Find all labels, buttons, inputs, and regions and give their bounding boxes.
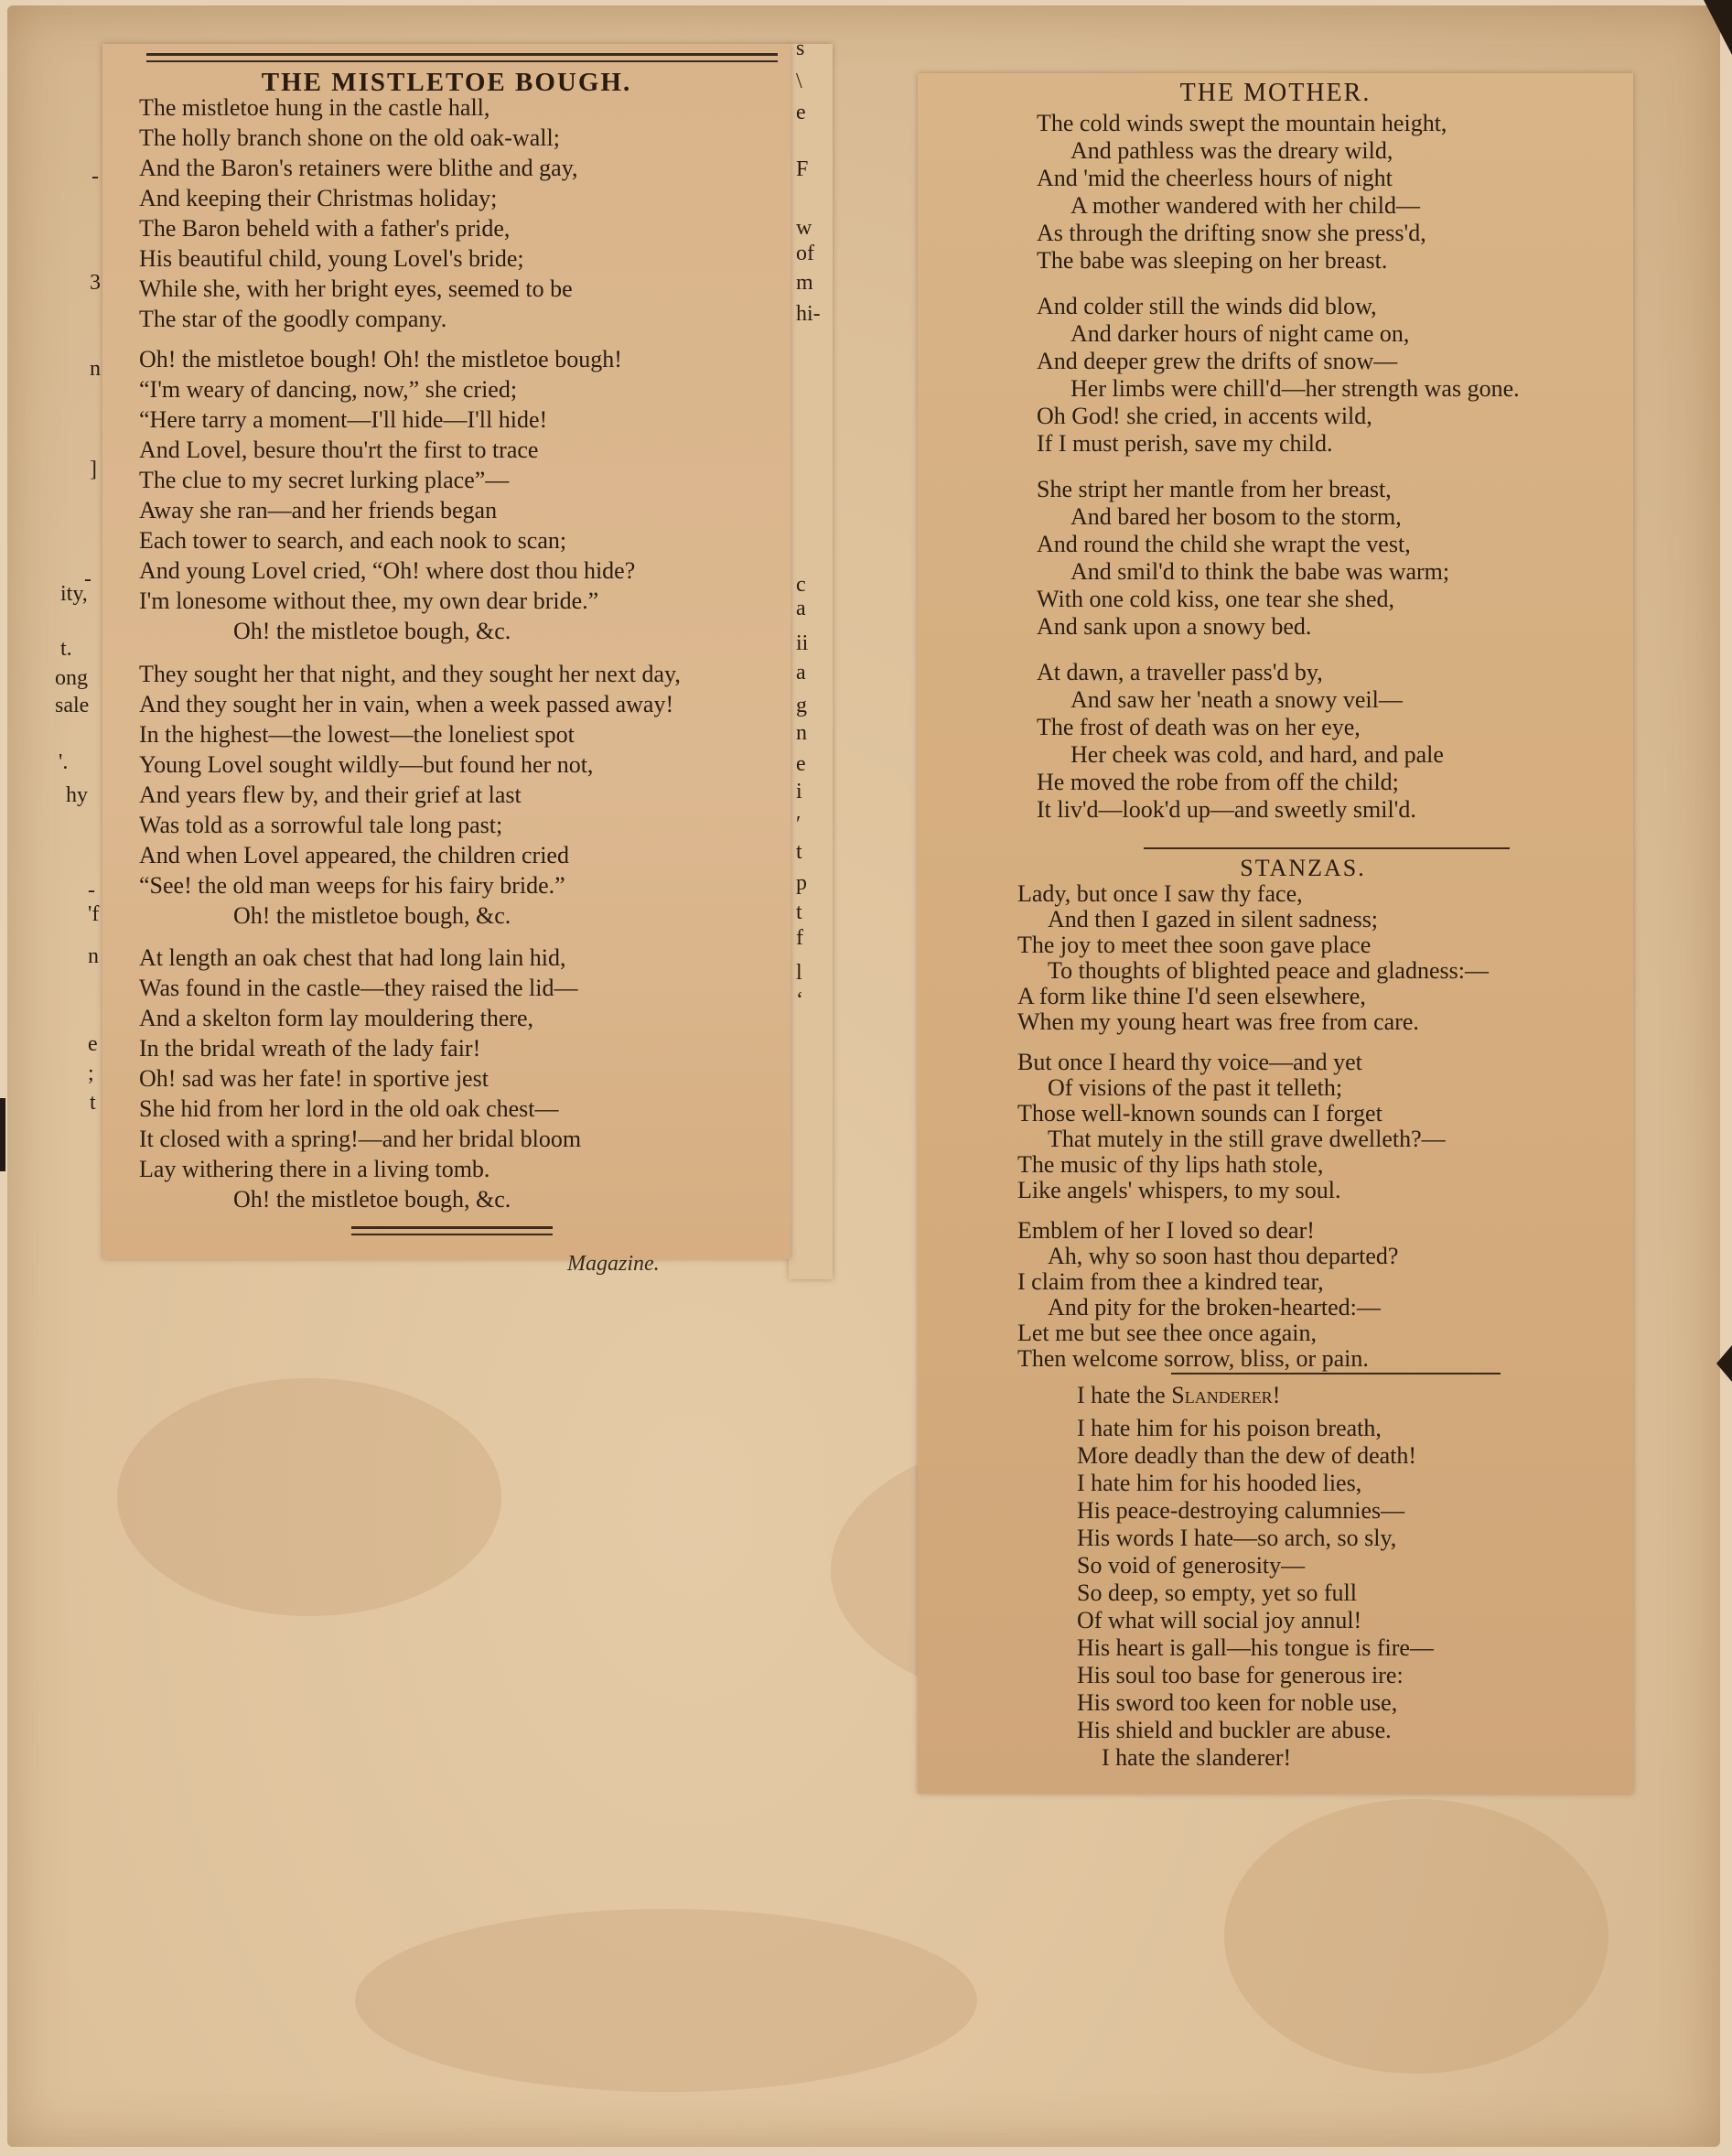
mother-title: THE MOTHER. [1179,79,1372,107]
sliver-char: i [796,780,802,803]
poem-line: His beautiful child, young Lovel's bride; [139,245,524,272]
margin-fragment: - [91,165,99,189]
poem-line: To thoughts of blighted peace and gladness:— [1048,957,1489,984]
poem-line: Oh! the mistletoe bough, &c. [233,902,511,929]
sliver-char: l [796,961,802,985]
poem-line: And bared her bosom to the storm, [1070,503,1402,530]
sliver-char: \ [796,70,802,93]
poem-line: Of what will social joy annul! [1077,1607,1362,1633]
margin-fragment: e [88,1032,98,1056]
sliver-char: F [796,157,809,181]
poem-line: Of visions of the past it telleth; [1048,1074,1343,1101]
stain [355,1909,977,2092]
margin-fragment: t. [60,637,72,661]
stain [1224,1799,1608,2074]
poem-line: I claim from thee a kindred tear, [1017,1268,1324,1295]
poem-line: Lady, but once I saw thy face, [1017,880,1303,907]
poem-line: And then I gazed in silent sadness; [1048,906,1379,932]
poem-line: With one cold kiss, one tear she shed, [1037,586,1395,612]
poem-line: The cold winds swept the mountain height, [1037,110,1447,136]
poem-line: She stript her mantle from her breast, [1037,476,1392,502]
poem-line: And keeping their Christmas holiday; [139,185,498,211]
poem-line: Those well-known sounds can I forget [1017,1100,1382,1127]
margin-fragment: ] [90,458,97,481]
sliver-char: w [796,216,812,240]
margin-fragment: ong [55,666,88,690]
sliver-char: p [796,871,807,895]
sliver-char: c [796,573,806,597]
slanderer-rule [1171,1373,1501,1374]
poem-line: I hate him for his poison breath, [1077,1415,1382,1441]
poem-line: Young Lovel sought wildly—but found her not, [139,751,594,778]
stanzas-rule [1144,847,1510,849]
poem-line: If I must perish, save my child. [1037,430,1333,457]
margin-fragment: sale [55,694,90,717]
slanderer-first-suffix: ! [1272,1382,1281,1408]
margin-fragment: ity, [60,582,88,606]
poem-line: He moved the robe from off the child; [1037,769,1399,795]
margin-fragment: 3 [90,271,101,295]
poem-line: His sword too keen for noble use, [1077,1689,1398,1716]
poem-line: She hid from her lord in the old oak chest— [139,1095,559,1122]
poem-line: I'm lonesome without thee, my own dear bride.” [139,588,599,614]
poem-line: Oh! sad was her fate! in sportive jest [139,1065,489,1092]
poem-line: And years flew by, and their grief at last [139,782,522,808]
poem-line: But once I heard thy voice—and yet [1017,1049,1362,1075]
poem-line: And the Baron's retainers were blithe and gay, [139,155,578,181]
poem-line: The star of the goodly company. [139,306,447,332]
poem-line: Away she ran—and her friends began [139,497,498,523]
stain [117,1378,501,1616]
poem-line: And when Lovel appeared, the children cried [139,842,569,868]
poem-line: Oh! the mistletoe bough! Oh! the mistletoe bough! [139,346,622,372]
poem-line: And saw her 'neath a snowy veil— [1070,686,1403,713]
edge-mark [0,1098,5,1171]
poem-line: The clue to my secret lurking place”— [139,467,510,493]
poem-line: Each tower to search, and each nook to scan; [139,527,567,554]
poem-line: They sought her that night, and they sought her next day, [139,661,681,687]
sliver-char: ii [796,631,809,655]
margin-fragment: - [84,567,91,591]
poem-line: The holly branch shone on the old oak-wall; [139,124,560,151]
poem-line: As through the drifting snow she press'd, [1037,220,1426,246]
end-rule-2 [351,1234,553,1235]
margin-fragment: n [90,357,101,381]
poem-line: Her limbs were chill'd—her strength was gone. [1070,375,1520,402]
margin-fragment: ; [88,1062,94,1085]
top-rule-2 [146,60,778,62]
sliver-char: of [796,242,814,265]
sliver-char: e [796,752,806,776]
poem-line: “I'm weary of dancing, now,” she cried; [139,376,518,403]
poem-line: Ah, why so soon hast thou departed? [1048,1243,1399,1269]
poem-line: Emblem of her I loved so dear! [1017,1217,1315,1244]
slanderer-word: Slanderer [1171,1382,1273,1408]
sliver-char: t [796,900,802,924]
poem-line: Then welcome sorrow, bliss, or pain. [1017,1345,1369,1372]
poem-line: So deep, so empty, yet so full [1077,1579,1357,1606]
poem-line: His words I hate—so arch, so sly, [1077,1525,1397,1551]
margin-fragment: 'f [88,902,100,926]
sliver-char: n [796,721,807,745]
poem-line: And sank upon a snowy bed. [1037,613,1312,640]
sliver-char: g [796,694,807,717]
poem-line: And colder still the winds did blow, [1037,293,1377,319]
poem-line: Her cheek was cold, and hard, and pale [1070,741,1444,768]
stanzas-title: STANZAS. [1240,855,1366,881]
poem-line: And Lovel, besure thou'rt the first to trace [139,437,539,463]
margin-fragment: n [88,944,99,968]
poem-line: Oh God! she cried, in accents wild, [1037,403,1372,429]
poem-line: In the bridal wreath of the lady fair! [139,1035,481,1062]
sliver-char: a [796,597,806,620]
poem-line: At dawn, a traveller pass'd by, [1037,659,1323,685]
slanderer-first-prefix: I hate the [1077,1382,1172,1408]
poem-line: A form like thine I'd seen elsewhere, [1017,983,1366,1009]
poem-line: While she, with her bright eyes, seemed to be [139,275,573,302]
poem-line: At length an oak chest that had long lain hid, [139,944,566,971]
poem-line: It liv'd—look'd up—and sweetly smil'd. [1037,796,1416,823]
poem-line: The Baron beheld with a father's pride, [139,215,511,242]
sliver-char: s [796,37,805,60]
poem-line: And 'mid the cheerless hours of night [1037,165,1393,191]
sliver-char: ′ [796,813,801,836]
margin-fragment: - [88,879,95,902]
sliver-char: hi- [796,302,821,326]
sliver-char: a [796,661,806,685]
sliver-char: e [796,101,806,124]
poem-line: Like angels' whispers, to my soul. [1017,1177,1341,1203]
poem-line: And pity for the broken-hearted:— [1048,1294,1381,1321]
poem-line: His shield and buckler are abuse. [1077,1717,1392,1743]
poem-line: “See! the old man weeps for his fairy bride.” [139,872,565,899]
poem-line: I hate the slanderer! [1102,1744,1292,1771]
poem-line: The mistletoe hung in the castle hall, [139,94,490,121]
poem-line: “Here tarry a moment—I'll hide—I'll hide! [139,406,548,433]
magazine-credit: Magazine. [567,1252,660,1276]
poem-line: And smil'd to think the babe was warm; [1070,558,1450,585]
sliver-char: ‘ [796,988,803,1012]
margin-fragment: '. [59,750,69,774]
poem-line: Oh! the mistletoe bough, &c. [233,1186,511,1213]
poem-line: Lay withering there in a living tomb. [139,1156,490,1182]
end-rule [351,1226,553,1229]
top-rule [146,53,778,56]
poem-line: His heart is gall—his tongue is fire— [1077,1634,1434,1661]
poem-line: The joy to meet thee soon gave place [1017,932,1372,958]
sliver-char: t [796,840,802,864]
poem-line: The frost of death was on her eye, [1037,714,1361,740]
poem-line: And pathless was the dreary wild, [1070,137,1393,164]
poem-line: When my young heart was free from care. [1017,1008,1419,1035]
poem-line: And deeper grew the drifts of snow— [1037,348,1398,374]
poem-line: In the highest—the lowest—the loneliest spot [139,721,575,748]
poem-line: The music of thy lips hath stole, [1017,1151,1324,1178]
poem-line: A mother wandered with her child— [1070,192,1420,219]
poem-line: His soul too base for generous ire: [1077,1662,1404,1688]
poem-line: And a skelton form lay mouldering there, [139,1005,534,1031]
poem-line: His peace-destroying calumnies— [1077,1497,1405,1524]
poem-line: That mutely in the still grave dwelleth?— [1048,1126,1446,1152]
poem-line: So void of generosity— [1077,1552,1306,1579]
margin-fragment: t [90,1091,96,1115]
poem-line: Oh! the mistletoe bough, &c. [233,618,511,644]
poem-line: Was found in the castle—they raised the lid— [139,975,578,1001]
poem-line: And darker hours of night came on, [1070,320,1410,347]
poem-line: Let me but see thee once again, [1017,1320,1318,1346]
poem-line: More deadly than the dew of death! [1077,1442,1417,1469]
poem-line: The babe was sleeping on her breast. [1037,247,1388,274]
sliver-char: m [796,271,813,295]
poem-line: Was told as a sorrowful tale long past; [139,812,503,838]
poem-line: It closed with a spring!—and her bridal bloom [139,1126,582,1152]
poem-line: And young Lovel cried, “Oh! where dost thou hide? [139,557,636,584]
slanderer-first-line [1077,1382,1280,1409]
poem-line: And they sought her in vain, when a week passed away! [139,691,674,717]
mistletoe-title: THE MISTLETOE BOUGH. [261,68,632,97]
margin-fragment: hy [66,783,88,807]
sliver-char: f [796,926,803,950]
poem-line: And round the child she wrapt the vest, [1037,531,1411,557]
poem-line: I hate him for his hooded lies, [1077,1470,1362,1496]
